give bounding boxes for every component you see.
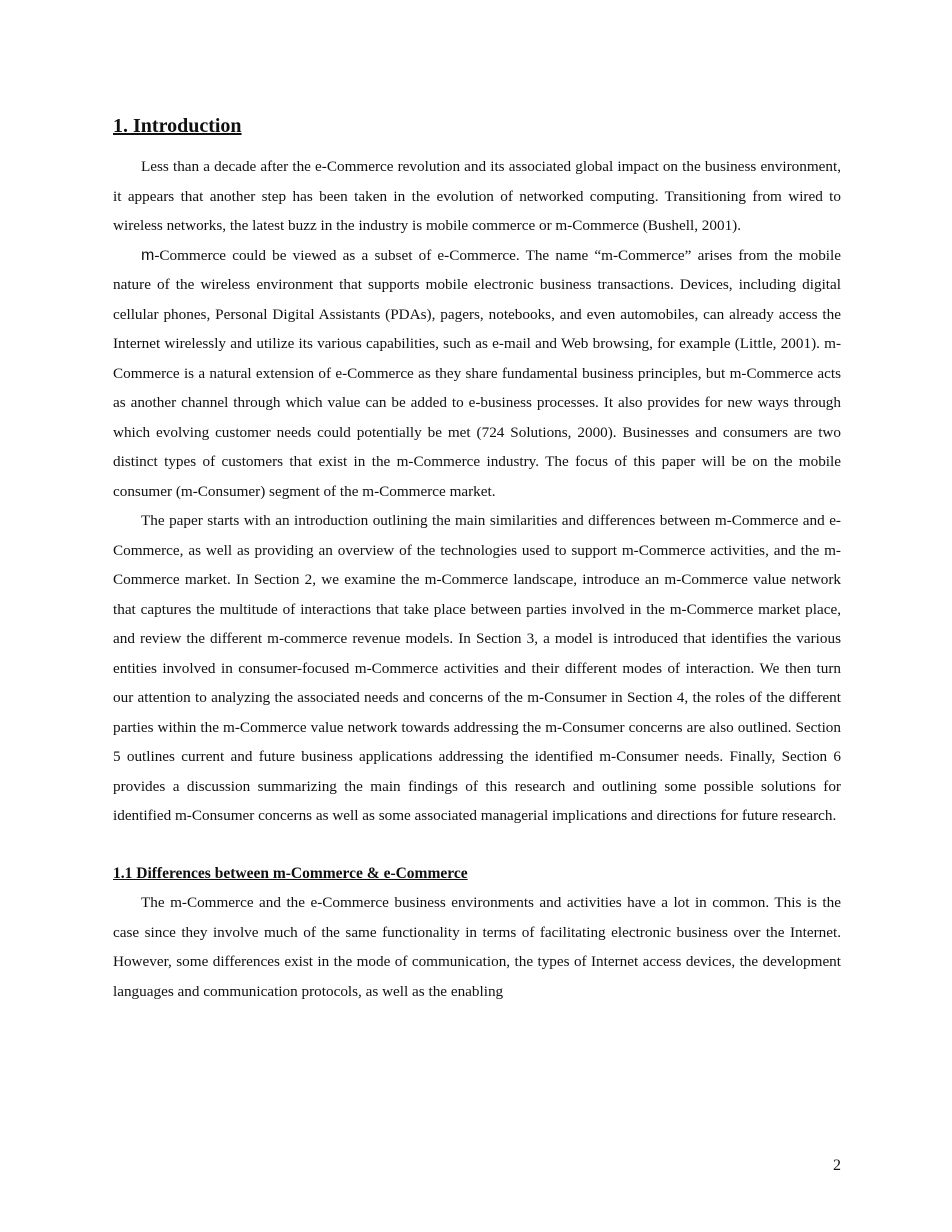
page-number: 2 bbox=[833, 1157, 841, 1174]
intro-paragraph-2 bbox=[113, 241, 841, 507]
subsection-title: 1.1 Differences between m-Commerce & e-Commerce bbox=[113, 864, 468, 882]
intro-paragraph-1: Less than a decade after the e-Commerce revolution and its associated global impact on the business environment, it appears that another step has been taken in the evolution of networked computing. Transitioning from wired to wireless networks, the latest buzz in the industry is mobile commerce or m-Commerce (Bushell, 2001). bbox=[113, 158, 841, 234]
section-title: 1. Introduction bbox=[113, 115, 242, 137]
intro-paragraph-2-text: -Commerce could be viewed as a subset of e-Commerce. The name “m-Commerce” arises from the mobile nature of the wireless environment that supports mobile electronic business transactions. Devices, including digital cellular phones, Personal Digital Assistants (PDAs), pagers, notebooks, and even automobiles, can already access the Internet wirelessly and utilize its various capabilities, such as e-mail and Web browsing, for example (Little, 2001). m-Commerce is a natural extension of e-Commerce as they share fundamental business principles, but m-Commerce acts as another channel through which value can be added to e-business processes. It also provides for new ways through which evolving customer needs could potentially be met (724 Solutions, 2000). Businesses and consumers are two distinct types of customers that exist in the m-Commerce industry. The focus of this paper will be on the mobile consumer (m-Consumer) segment of the m-Commerce market. bbox=[113, 246, 841, 500]
paragraph-lead-letter: m bbox=[141, 246, 155, 264]
subsection-paragraph-1: The m-Commerce and the e-Commerce business environments and activities have a lot in common. This is the case since they involve much of the same functionality in terms of facilitating electronic business over the Internet. However, some differences exist in the mode of communication, the types of Internet access devices, the development languages and communication protocols, as well as the enabling bbox=[113, 894, 841, 1000]
document-page bbox=[113, 112, 841, 1006]
intro-paragraph-3: The paper starts with an introduction outlining the main similarities and differences between m-Commerce and e-Commerce, as well as providing an overview of the technologies used to support m-Commerce activities, and the m-Commerce market. In Section 2, we examine the m-Commerce landscape, introduce an m-Commerce value network that captures the multitude of interactions that take place between parties involved in the m-Commerce market place, and review the different m-commerce revenue models. In Section 3, a model is introduced that identifies the various entities involved in consumer-focused m-Commerce activities and their different modes of interaction. We then turn our attention to analyzing the associated needs and concerns of the m-Consumer in Section 4, the roles of the different parties within the m-Commerce value network towards addressing the m-Consumer concerns are also outlined. Section 5 outlines current and future business applications addressing the identified m-Consumer needs. Finally, Section 6 provides a discussion summarizing the main findings of this research and outlining some possible solutions for identified m-Consumer concerns as well as some associated managerial implications and directions for future research. bbox=[113, 512, 841, 824]
